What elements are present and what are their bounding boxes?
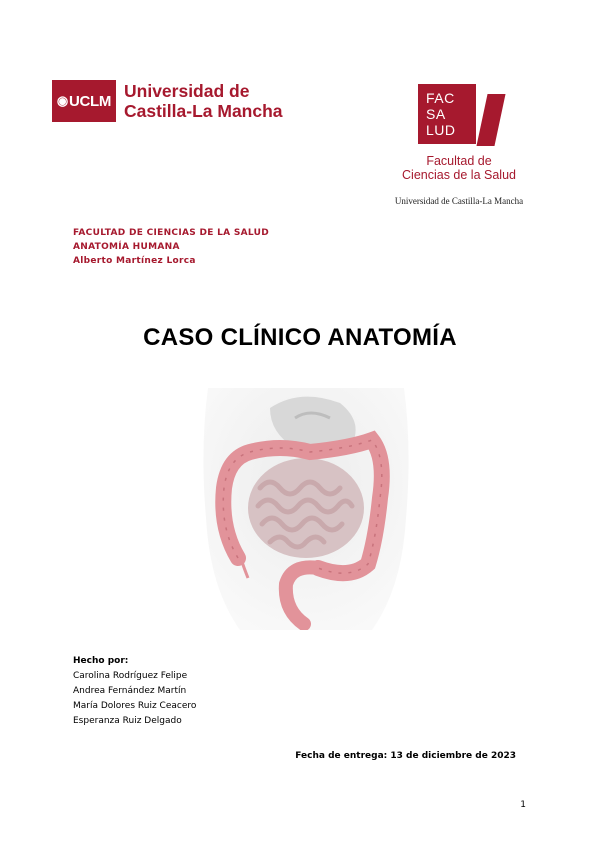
faculty-logo-name: Facultad de Ciencias de la Salud	[402, 154, 516, 182]
faculty-logo	[396, 84, 526, 206]
authors-block	[73, 654, 196, 729]
faculty-logo-mark: FAC SA LUD	[418, 84, 514, 148]
author-name: María Dolores Ruiz Ceacero	[73, 701, 197, 711]
uclm-at-icon: ◉	[56, 93, 68, 108]
page-title: CASO CLÍNICO ANATOMÍA	[143, 324, 457, 351]
faculty-logo-university: Universidad de Castilla-La Mancha	[394, 196, 524, 206]
author-name: Andrea Fernández Martín	[73, 686, 187, 696]
professor-name: Alberto Martínez Lorca	[73, 256, 196, 266]
uclm-logo-mark: ◉ UCLM	[52, 80, 116, 122]
faculty-name: FACULTAD DE CIENCIAS DE LA SALUD	[73, 228, 269, 238]
uclm-logo	[52, 80, 283, 122]
subject-name: ANATOMÍA HUMANA	[73, 242, 180, 252]
intestine-illustration	[200, 388, 412, 630]
uclm-logo-name: Universidad de Castilla-La Mancha	[124, 81, 283, 121]
page-number: 1	[520, 800, 526, 810]
faculty-logo-bar	[476, 94, 505, 146]
author-name: Esperanza Ruiz Delgado	[73, 716, 182, 726]
author-name: Carolina Rodríguez Felipe	[73, 671, 188, 681]
delivery-date: Fecha de entrega: 13 de diciembre de 2023	[295, 751, 516, 761]
faculty-info	[73, 226, 269, 268]
authors-label: Hecho por:	[73, 656, 129, 666]
